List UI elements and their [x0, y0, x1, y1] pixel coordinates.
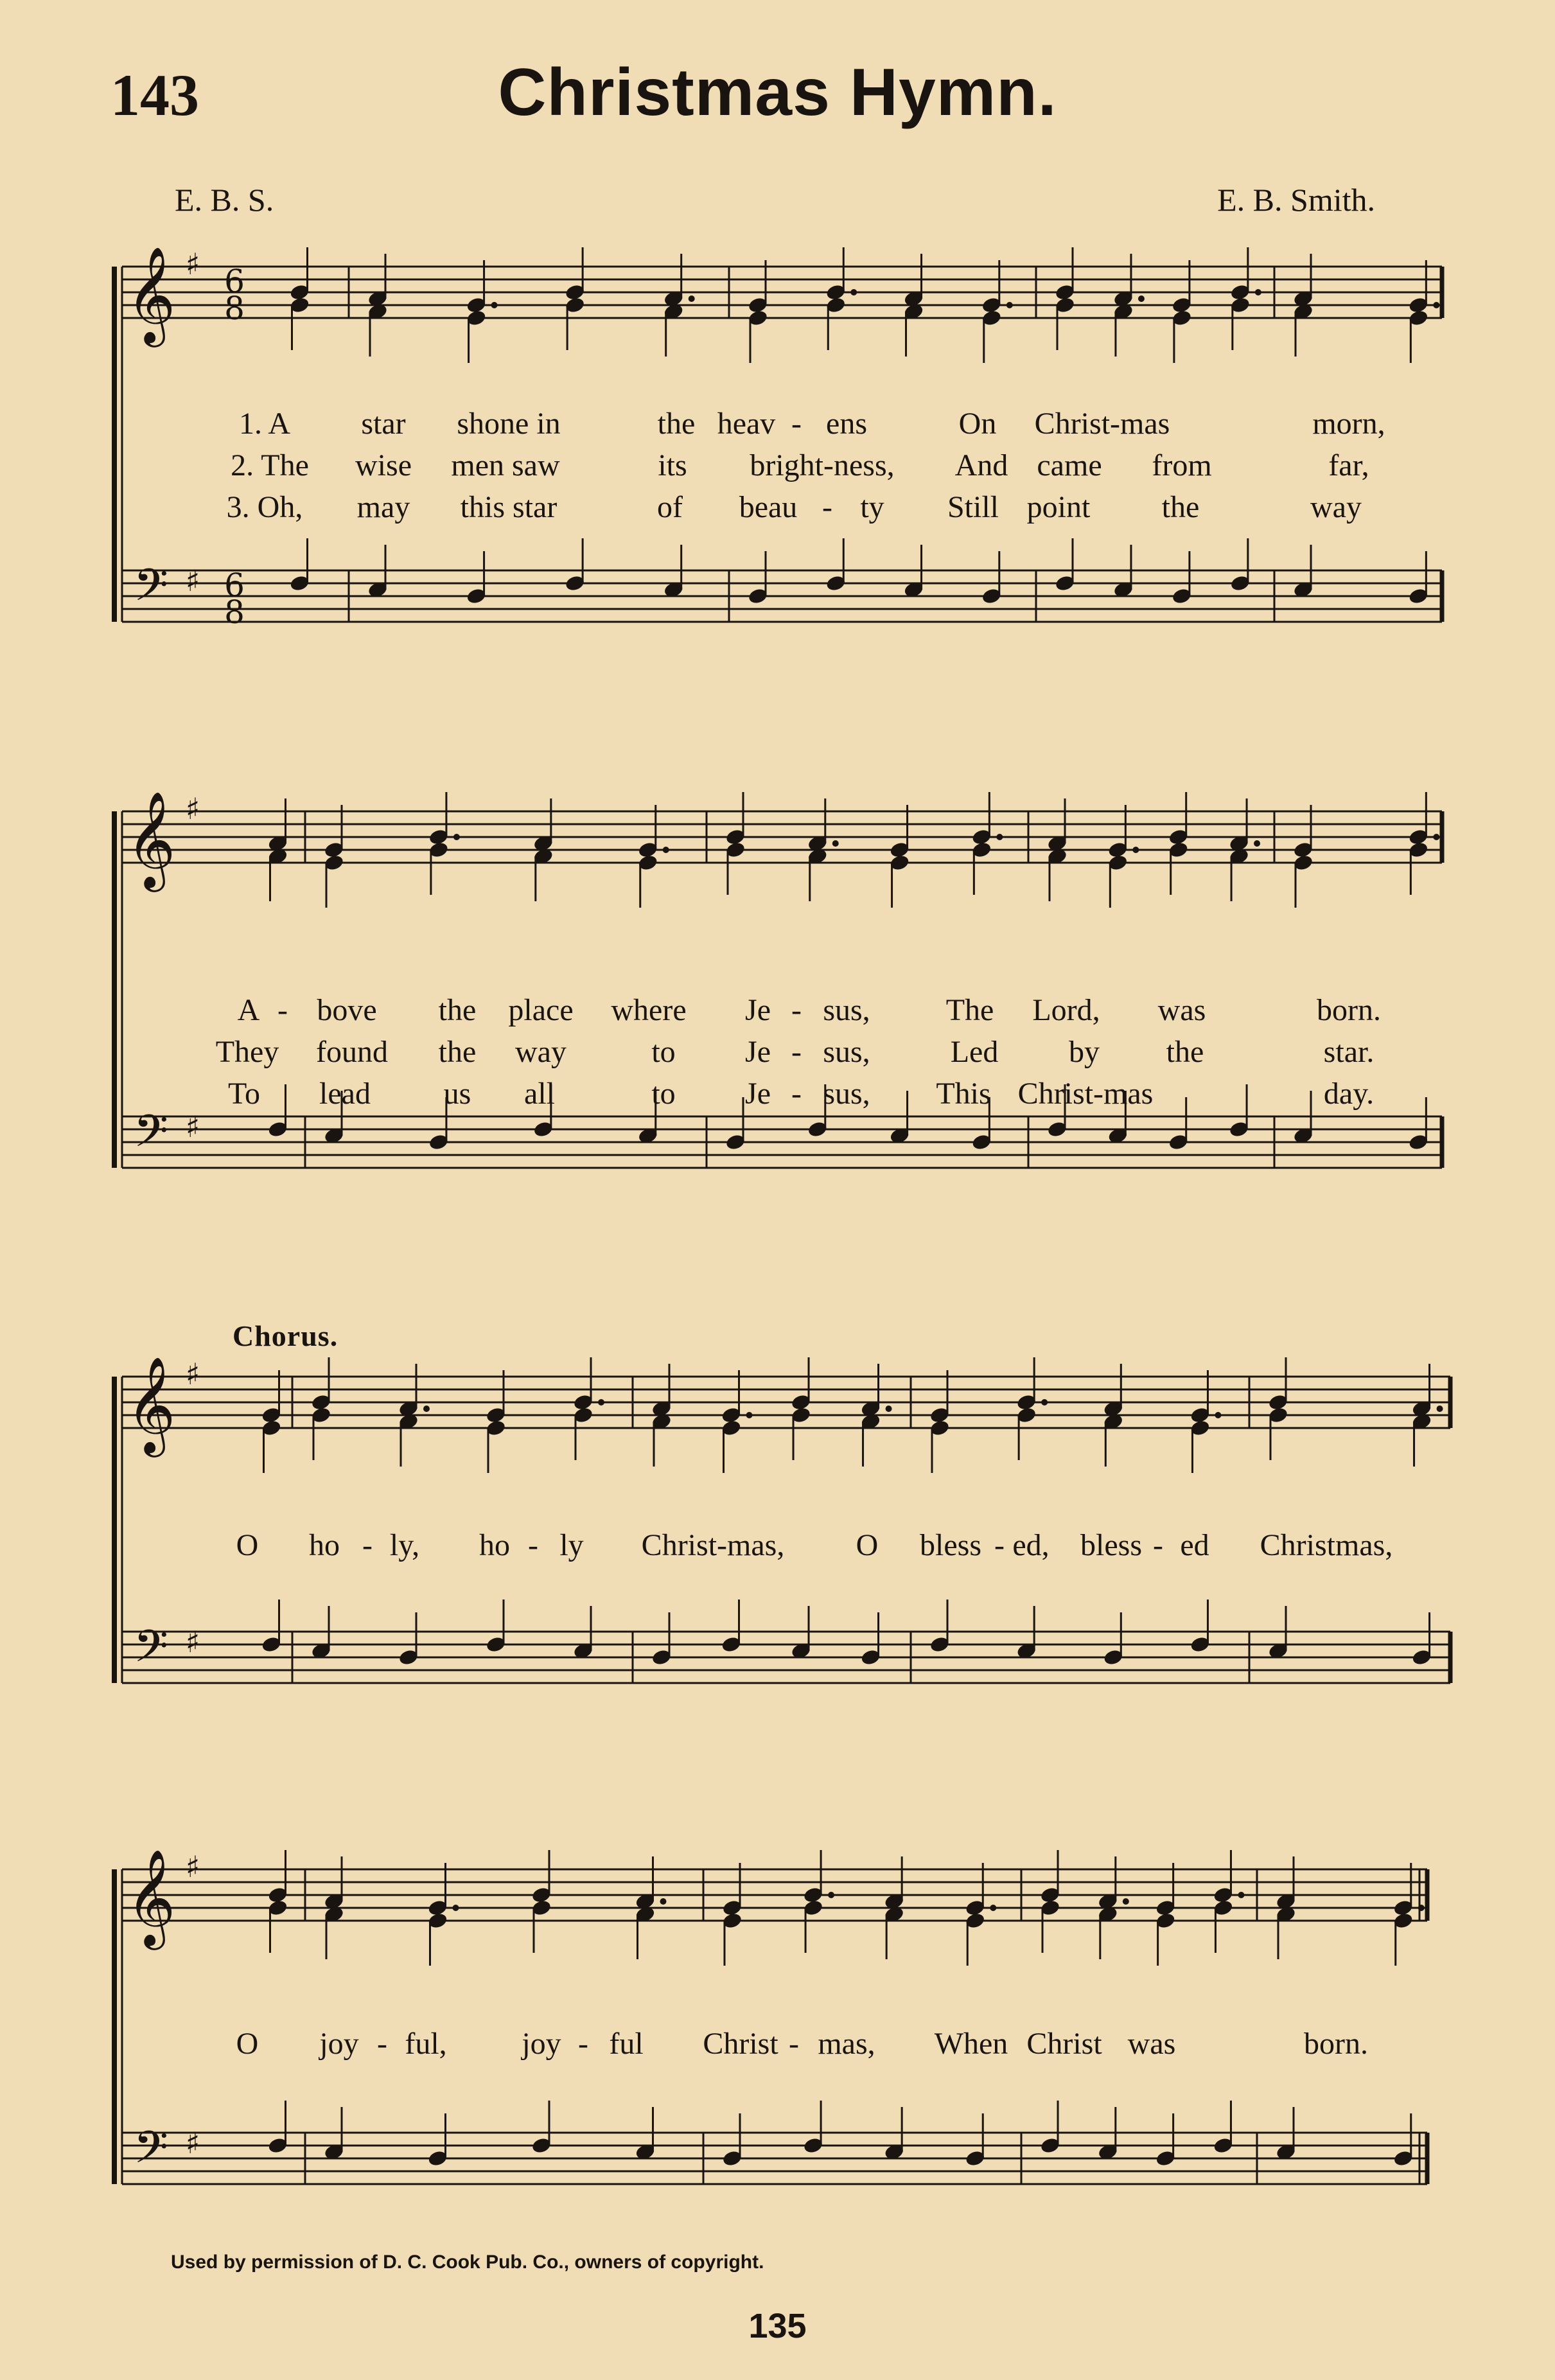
key-signature-sharp: ♯	[185, 791, 200, 826]
lyric-word: -	[578, 2027, 588, 2061]
augmentation-dot	[990, 1905, 996, 1911]
lyric-word: lead	[319, 1077, 371, 1111]
lyric-word: its	[658, 448, 687, 482]
augmentation-dot	[1006, 302, 1013, 308]
lyric-word: -	[791, 993, 802, 1027]
hymn-title: Christmas Hymn.	[498, 55, 1057, 130]
lyric-word: -	[994, 1528, 1005, 1562]
key-signature-sharp: ♯	[185, 2126, 200, 2160]
lyric-word: of	[657, 490, 683, 524]
lyric-word: -	[362, 1528, 373, 1562]
lyric-word: sus,	[823, 1077, 870, 1111]
lyric-word: by	[1069, 1035, 1100, 1069]
lyric-word: -	[789, 2027, 799, 2061]
augmentation-dot	[1255, 289, 1261, 295]
lyric-word: A	[237, 993, 260, 1027]
lyric-word: ho	[309, 1528, 340, 1562]
lyric-word: may	[356, 490, 410, 524]
augmentation-dot	[423, 1406, 430, 1412]
lyric-word: way	[515, 1035, 567, 1069]
lyric-word: Christmas,	[1260, 1528, 1393, 1562]
page-number: 135	[748, 2307, 807, 2345]
lyric-word: ens	[826, 407, 867, 441]
lyric-word: the	[438, 993, 477, 1027]
lyric-word: -	[377, 2027, 387, 2061]
lyric-word: to	[651, 1035, 676, 1069]
augmentation-dot	[1123, 1898, 1129, 1905]
treble-clef: 𝄞	[126, 1355, 176, 1453]
lyric-word: ho	[479, 1528, 510, 1562]
lyric-word: O	[856, 1528, 879, 1562]
time-signature: 8	[224, 594, 245, 631]
lyric-word: the	[438, 1035, 477, 1069]
augmentation-dot	[1132, 847, 1139, 853]
lyric-word: day.	[1323, 1077, 1375, 1111]
lyric-word: was	[1127, 2027, 1176, 2061]
bass-clef: 𝄢	[133, 2121, 169, 2184]
lyric-word: heav	[717, 407, 776, 441]
lyric-word: Je	[745, 993, 771, 1027]
lyric-word: far,	[1328, 448, 1369, 482]
lyric-word: Christ-mas	[1034, 407, 1170, 441]
lyric-word: ed,	[1012, 1528, 1050, 1562]
treble-clef: 𝄞	[126, 790, 176, 888]
lyric-word: ed	[1180, 1528, 1209, 1562]
key-signature-sharp: ♯	[185, 247, 200, 281]
lyric-word: ly,	[389, 1528, 420, 1562]
key-signature-sharp: ♯	[185, 1357, 200, 1391]
lyric-word: Christ	[703, 2027, 778, 2061]
lyric-word: the	[657, 407, 696, 441]
augmentation-dot	[453, 834, 460, 840]
augmentation-dot	[1138, 295, 1145, 302]
lyric-word: -	[277, 993, 288, 1027]
augmentation-dot	[996, 834, 1003, 840]
lyric-word: -	[822, 490, 832, 524]
lyric-word: Led	[950, 1035, 999, 1069]
lyric-word: 1. A	[238, 407, 291, 441]
lyric-word: star.	[1323, 1035, 1375, 1069]
lyric-word: ful	[609, 2027, 644, 2061]
augmentation-dot	[746, 1412, 753, 1418]
lyric-word: Christ-mas,	[641, 1528, 785, 1562]
lyric-word: beau	[739, 490, 798, 524]
lyric-word: wise	[355, 448, 412, 482]
key-signature-sharp: ♯	[185, 1849, 200, 1884]
augmentation-dot	[689, 295, 695, 302]
words-author: E. B. S.	[175, 182, 274, 218]
lyric-word: point	[1026, 490, 1091, 524]
lyric-word: ly	[559, 1528, 584, 1562]
lyric-word: came	[1037, 448, 1102, 482]
augmentation-dot	[1433, 302, 1439, 308]
lyric-word: the	[1166, 1035, 1204, 1069]
lyric-word: mas,	[818, 2027, 875, 2061]
lyric-word: all	[524, 1077, 555, 1111]
augmentation-dot	[850, 289, 857, 295]
lyric-word: morn,	[1312, 407, 1385, 441]
bass-clef: 𝄢	[133, 1620, 169, 1683]
lyric-word: 3. Oh,	[226, 490, 303, 524]
lyric-word: born.	[1304, 2027, 1368, 2061]
lyric-word: They	[215, 1035, 279, 1069]
lyric-word: Christ	[1026, 2027, 1102, 2061]
lyric-word: O	[236, 2027, 259, 2061]
lyric-word: from	[1152, 448, 1212, 482]
hymn-number: 143	[110, 62, 199, 128]
lyric-word: way	[1310, 490, 1362, 524]
augmentation-dot	[832, 840, 839, 847]
lyric-word: Christ-mas	[1017, 1077, 1154, 1111]
lyric-word: where	[611, 993, 687, 1027]
treble-clef: 𝄞	[126, 245, 176, 343]
lyric-word: sus,	[823, 1035, 870, 1069]
augmentation-dot	[1433, 834, 1439, 840]
augmentation-dot	[1238, 1892, 1244, 1898]
lyric-word: On	[958, 407, 997, 441]
copyright-note: Used by permission of D. C. Cook Pub. Co., owners of copyright.	[171, 2252, 764, 2273]
time-signature: 6	[224, 263, 245, 300]
bass-clef: 𝄢	[133, 1105, 169, 1168]
lyric-word: Still	[947, 490, 999, 524]
lyric-word: bless	[1080, 1528, 1142, 1562]
composer: E. B. Smith.	[1217, 182, 1375, 218]
lyric-word: Je	[745, 1035, 771, 1069]
lyric-word: When	[934, 2027, 1008, 2061]
lyric-word: born.	[1317, 993, 1381, 1027]
augmentation-dot	[663, 847, 669, 853]
lyric-word: sus,	[823, 993, 870, 1027]
augmentation-dot	[453, 1905, 459, 1911]
lyric-word: joy	[319, 2027, 359, 2061]
lyric-word: men saw	[451, 448, 560, 482]
lyric-word: bove	[317, 993, 377, 1027]
augmentation-dot	[1418, 1905, 1425, 1911]
augmentation-dot	[1041, 1399, 1048, 1406]
lyric-word: shone in	[457, 407, 561, 441]
augmentation-dot	[598, 1399, 604, 1406]
lyric-word: 2. The	[231, 448, 309, 482]
lyric-word: This	[936, 1077, 991, 1111]
lyric-word: -	[791, 1077, 802, 1111]
augmentation-dot	[1215, 1412, 1221, 1418]
augmentation-dot	[828, 1892, 834, 1898]
lyric-word: O	[236, 1528, 259, 1562]
lyric-word: Lord,	[1032, 993, 1100, 1027]
lyric-word: place	[508, 993, 574, 1027]
key-signature-sharp: ♯	[185, 1109, 200, 1144]
augmentation-dot	[1254, 840, 1260, 847]
lyric-word: Je	[745, 1077, 771, 1111]
lyric-word: bright-ness,	[750, 448, 895, 482]
time-signature: 8	[224, 290, 245, 327]
augmentation-dot	[491, 302, 498, 308]
lyric-word: the	[1161, 490, 1200, 524]
lyric-word: -	[791, 407, 802, 441]
lyric-word: ful,	[405, 2027, 447, 2061]
lyric-word: found	[316, 1035, 388, 1069]
lyric-word: -	[1153, 1528, 1163, 1562]
lyric-word: to	[651, 1077, 676, 1111]
lyric-word: And	[954, 448, 1008, 482]
time-signature: 6	[224, 567, 245, 604]
lyric-word: was	[1157, 993, 1206, 1027]
lyric-word: -	[791, 1035, 802, 1069]
lyric-word: star	[361, 407, 406, 441]
lyric-word: us	[443, 1077, 471, 1111]
bass-clef: 𝄢	[133, 559, 169, 622]
lyric-word: The	[945, 993, 994, 1027]
lyric-word: To	[228, 1077, 260, 1111]
chorus-label: Chorus.	[233, 1319, 338, 1352]
treble-clef: 𝄞	[126, 1848, 176, 1946]
lyric-word: this star	[460, 490, 558, 524]
augmentation-dot	[1437, 1406, 1443, 1412]
lyric-word: joy	[522, 2027, 561, 2061]
augmentation-dot	[660, 1898, 667, 1905]
lyric-word: bless	[920, 1528, 981, 1562]
key-signature-sharp: ♯	[185, 563, 200, 598]
augmentation-dot	[886, 1406, 892, 1412]
lyric-word: ty	[860, 490, 884, 524]
lyric-word: -	[528, 1528, 538, 1562]
key-signature-sharp: ♯	[185, 1625, 200, 1659]
